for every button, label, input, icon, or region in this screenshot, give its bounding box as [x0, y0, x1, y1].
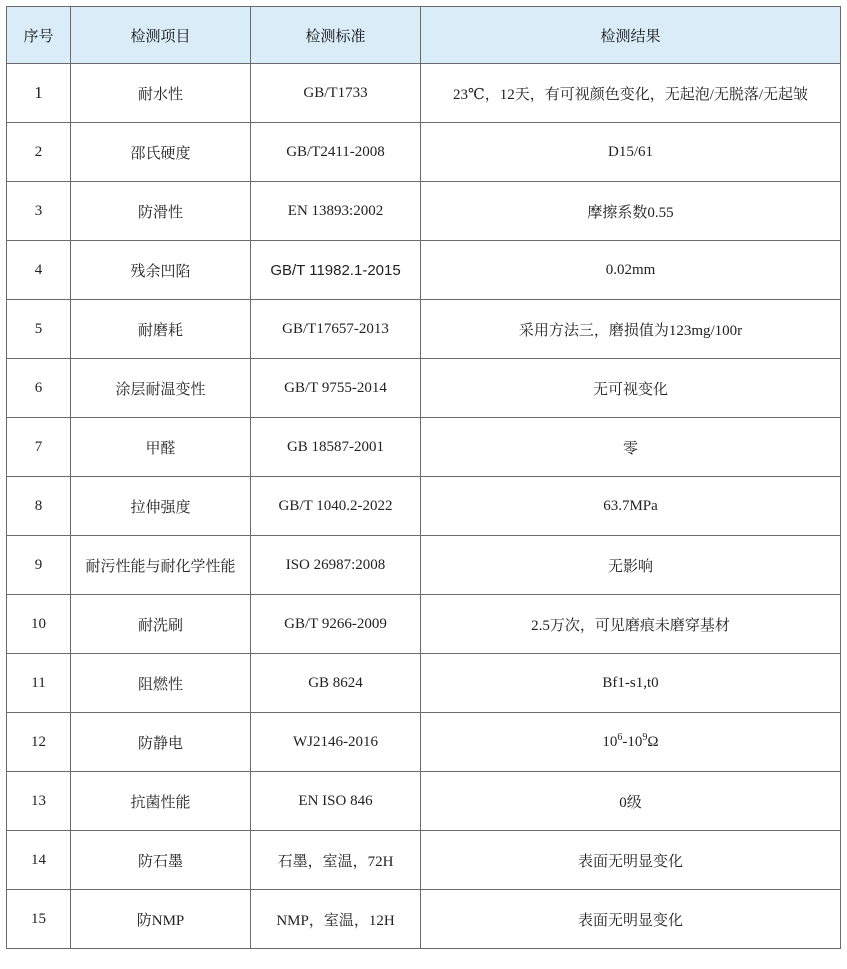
- row-result: Bf1-s1,t0: [421, 654, 841, 713]
- row-item: 抗菌性能: [71, 772, 251, 831]
- row-standard: GB/T17657-2013: [251, 300, 421, 359]
- header-row: [7, 7, 841, 64]
- row-index: 8: [7, 477, 71, 536]
- row-standard: EN ISO 846: [251, 772, 421, 831]
- table-row: [7, 123, 841, 182]
- row-result: 2.5万次，可见磨痕未磨穿基材: [421, 595, 841, 654]
- row-item: 拉伸强度: [71, 477, 251, 536]
- row-result: 0.02mm: [421, 241, 841, 300]
- row-result: 表面无明显变化: [421, 831, 841, 890]
- row-standard: GB/T 11982.1-2015: [251, 241, 421, 300]
- row-index: 7: [7, 418, 71, 477]
- row-item: 耐污性能与耐化学性能: [71, 536, 251, 595]
- row-standard: GB/T 1040.2-2022: [251, 477, 421, 536]
- row-result: 零: [421, 418, 841, 477]
- row-item: 防滑性: [71, 182, 251, 241]
- row-result: 0级: [421, 772, 841, 831]
- row-standard: GB/T2411-2008: [251, 123, 421, 182]
- row-item: 甲醛: [71, 418, 251, 477]
- row-index: 12: [7, 713, 71, 772]
- table-row: [7, 713, 841, 772]
- table-row: [7, 831, 841, 890]
- row-standard: GB 18587-2001: [251, 418, 421, 477]
- row-index: 15: [7, 890, 71, 949]
- row-index: 11: [7, 654, 71, 713]
- row-result: 23℃，12天，有可视颜色变化，无起泡/无脱落/无起皱: [421, 64, 841, 123]
- table-row: [7, 595, 841, 654]
- result-unit: Ω: [647, 733, 659, 750]
- result-mid: -10: [622, 733, 643, 750]
- table-row: [7, 772, 841, 831]
- row-result: [421, 713, 841, 772]
- row-index: 10: [7, 595, 71, 654]
- row-index: 4: [7, 241, 71, 300]
- row-index: 6: [7, 359, 71, 418]
- header-standard: 检测标准: [251, 7, 421, 64]
- row-result: 摩擦系数0.55: [421, 182, 841, 241]
- row-standard: GB/T1733: [251, 64, 421, 123]
- table-row: [7, 418, 841, 477]
- table-row: [7, 536, 841, 595]
- table-row: [7, 654, 841, 713]
- row-standard: GB 8624: [251, 654, 421, 713]
- table-row: [7, 300, 841, 359]
- row-result: 无可视变化: [421, 359, 841, 418]
- header-idx: 序号: [7, 7, 71, 64]
- result-exponent-2: 9: [642, 731, 648, 743]
- row-index: 3: [7, 182, 71, 241]
- row-result: D15/61: [421, 123, 841, 182]
- row-index: 9: [7, 536, 71, 595]
- row-standard: 石墨，室温，72H: [251, 831, 421, 890]
- test-results-table-container: [6, 6, 840, 949]
- row-index: 14: [7, 831, 71, 890]
- row-item: 阻燃性: [71, 654, 251, 713]
- table-row: [7, 64, 841, 123]
- row-item: 防静电: [71, 713, 251, 772]
- row-result: 采用方法三，磨损值为123mg/100r: [421, 300, 841, 359]
- row-item: 残余凹陷: [71, 241, 251, 300]
- table-row: [7, 241, 841, 300]
- table-row: [7, 182, 841, 241]
- row-standard: NMP，室温，12H: [251, 890, 421, 949]
- row-index: 5: [7, 300, 71, 359]
- row-item: 耐磨耗: [71, 300, 251, 359]
- result-base: 10: [602, 733, 618, 750]
- row-index: 2: [7, 123, 71, 182]
- table-row: [7, 890, 841, 949]
- row-item: 防NMP: [71, 890, 251, 949]
- row-index: 1: [7, 64, 71, 123]
- row-item: 耐洗刷: [71, 595, 251, 654]
- header-item: 检测项目: [71, 7, 251, 64]
- row-standard: EN 13893:2002: [251, 182, 421, 241]
- row-item: 邵氏硬度: [71, 123, 251, 182]
- row-index: 13: [7, 772, 71, 831]
- row-item: 涂层耐温变性: [71, 359, 251, 418]
- row-item: 防石墨: [71, 831, 251, 890]
- result-exponent-1: 6: [617, 731, 623, 743]
- test-results-table: [6, 6, 841, 949]
- row-result: 63.7MPa: [421, 477, 841, 536]
- row-standard: GB/T 9755-2014: [251, 359, 421, 418]
- row-standard: WJ2146-2016: [251, 713, 421, 772]
- row-result: 表面无明显变化: [421, 890, 841, 949]
- table-row: [7, 359, 841, 418]
- row-result: 无影响: [421, 536, 841, 595]
- table-row: [7, 477, 841, 536]
- row-standard: ISO 26987:2008: [251, 536, 421, 595]
- header-result: 检测结果: [421, 7, 841, 64]
- row-standard: GB/T 9266-2009: [251, 595, 421, 654]
- row-item: 耐水性: [71, 64, 251, 123]
